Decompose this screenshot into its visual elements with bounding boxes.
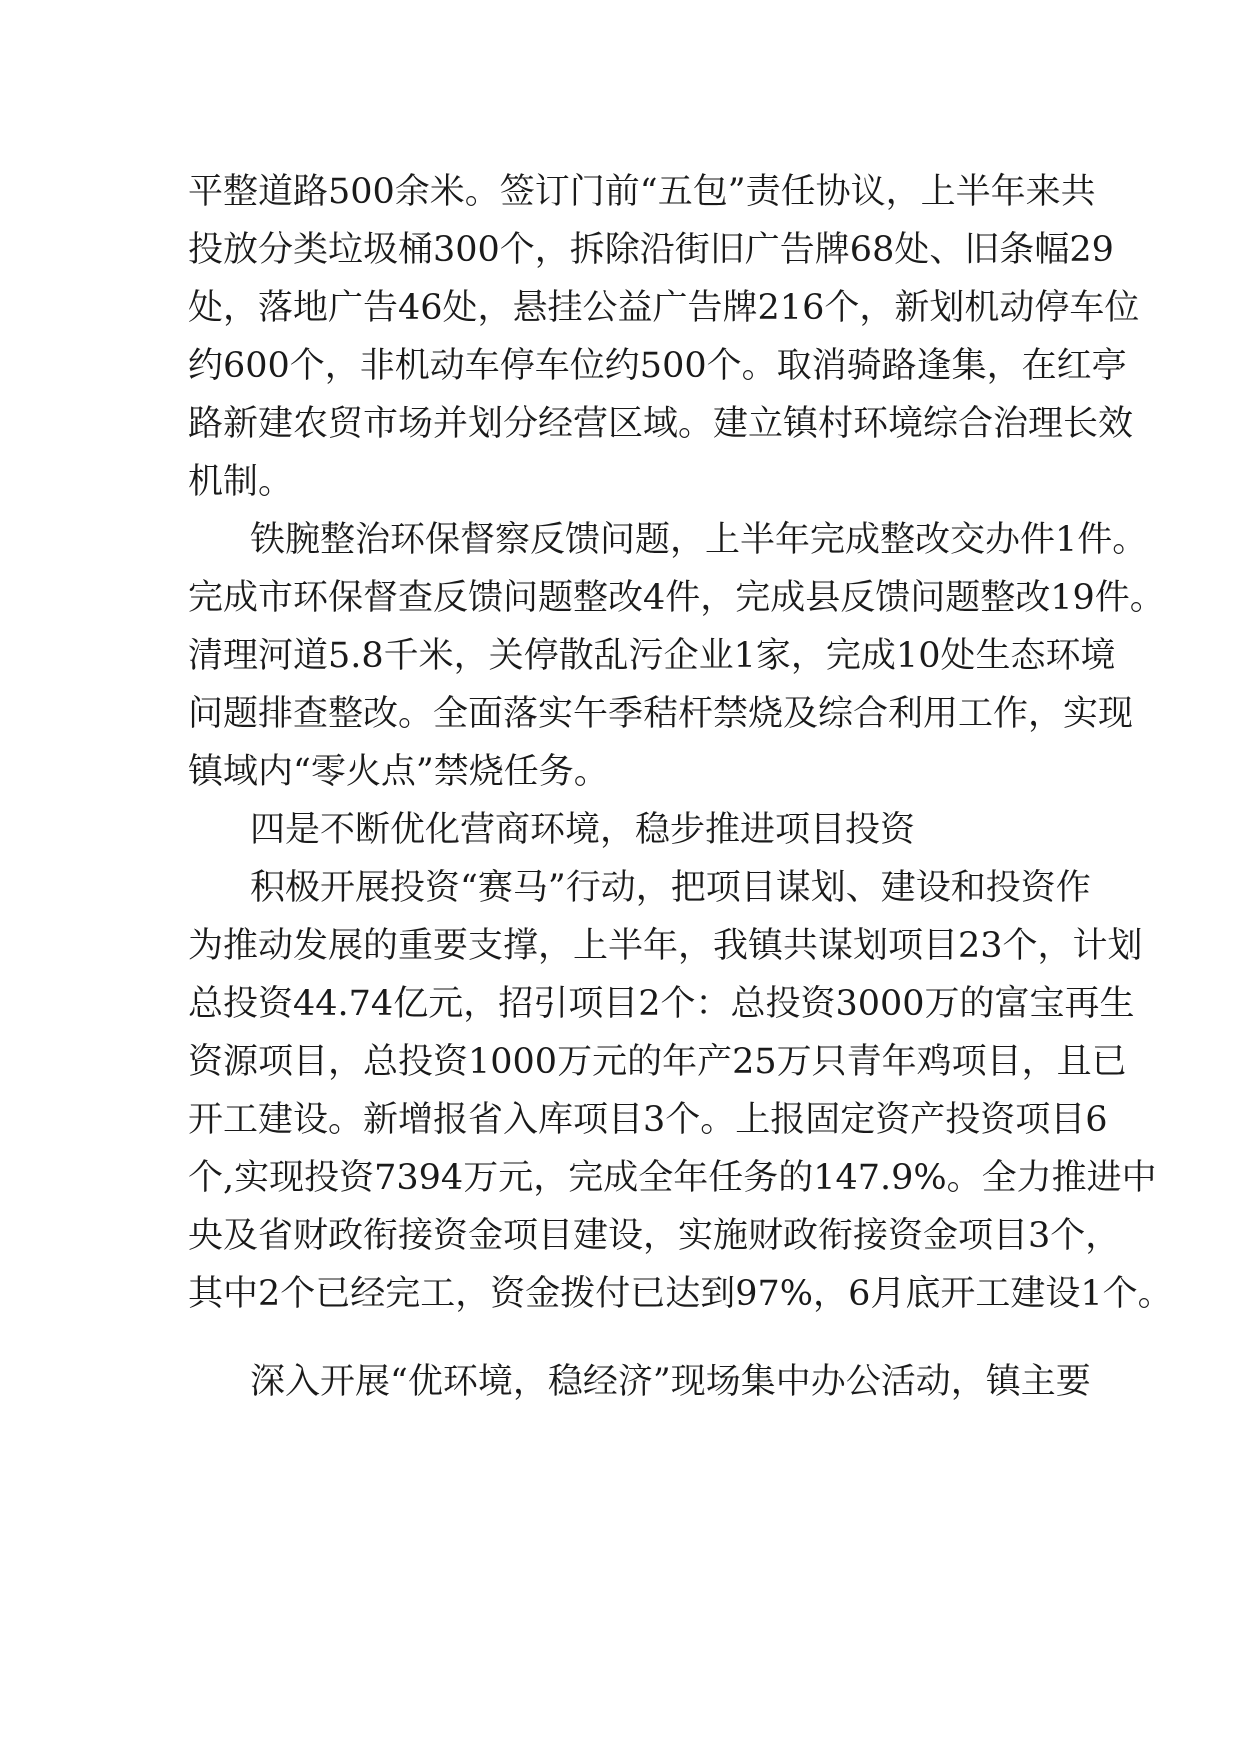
paragraph-line: 资源项目，总投资1000万元的年产25万只青年鸡项目，且已 bbox=[188, 1042, 1127, 1082]
paragraph-line: 路新建农贸市场并划分经营区域。建立镇村环境综合治理长效 bbox=[188, 404, 1134, 444]
paragraph-line: 约600个，非机动车停车位约500个。取消骑路逢集，在红亭 bbox=[188, 346, 1127, 386]
paragraph-line: 完成市环保督查反馈问题整改4件，完成县反馈问题整改19件。 bbox=[188, 578, 1165, 618]
paragraph-line: 平整道路500余米。签订门前“五包”责任协议，上半年来共 bbox=[188, 172, 1096, 212]
paragraph-line: 开工建设。新增报省入库项目3个。上报固定资产投资项目6 bbox=[188, 1100, 1108, 1140]
paragraph-line: 投放分类垃圾桶300个，拆除沿街旧广告牌68处、旧条幅29 bbox=[188, 230, 1114, 270]
paragraph-line: 积极开展投资“赛马”行动，把项目谋划、建设和投资作 bbox=[250, 868, 1091, 908]
paragraph-line: 铁腕整治环保督察反馈问题，上半年完成整改交办件1件。 bbox=[250, 520, 1148, 560]
paragraph-line: 深入开展“优环境，稳经济”现场集中办公活动，镇主要 bbox=[250, 1362, 1091, 1402]
paragraph-line: 问题排查整改。全面落实午季秸杆禁烧及综合利用工作，实现 bbox=[188, 694, 1134, 734]
paragraph-line: 其中2个已经完工，资金拨付已达到97%，6月底开工建设1个。 bbox=[188, 1274, 1173, 1314]
paragraph-line: 机制。 bbox=[188, 462, 294, 502]
paragraph-line: 央及省财政衔接资金项目建设，实施财政衔接资金项目3个， bbox=[188, 1216, 1121, 1256]
paragraph-line: 个,实现投资7394万元，完成全年任务的147.9%。全力推进中 bbox=[188, 1158, 1157, 1198]
paragraph-line: 总投资44.74亿元，招引项目2个：总投资3000万的富宝再生 bbox=[188, 984, 1135, 1024]
paragraph-line: 镇域内“零火点”禁烧任务。 bbox=[188, 752, 609, 792]
paragraph-line: 为推动发展的重要支撑，上半年，我镇共谋划项目23个，计划 bbox=[188, 926, 1143, 966]
paragraph-line: 清理河道5.8千米，关停散乱污企业1家，完成10处生态环境 bbox=[188, 636, 1116, 676]
section-heading: 四是不断优化营商环境，稳步推进项目投资 bbox=[250, 810, 916, 850]
paragraph-line: 处，落地广告46处，悬挂公益广告牌216个，新划机动停车位 bbox=[188, 288, 1140, 328]
